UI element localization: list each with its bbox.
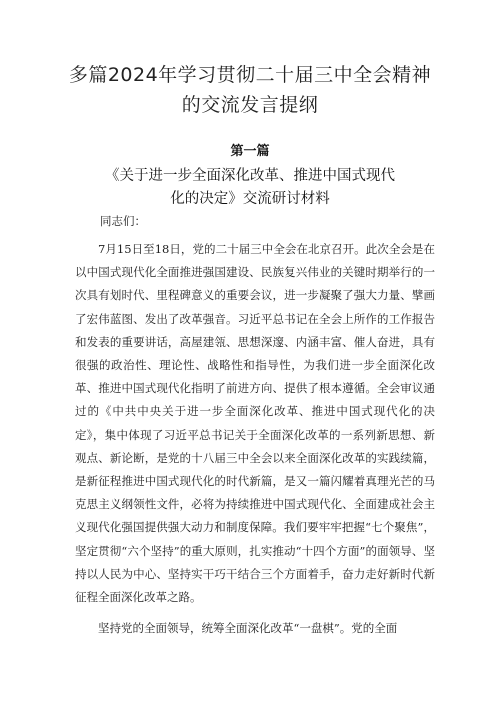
document-title-line-2: 的交流发言提纲 bbox=[181, 94, 319, 116]
section-title-line-1: 《关于进一步全面深化改革、推进中国式现代 bbox=[105, 168, 395, 184]
paragraph: 7月15日至18日，党的二十届三中全会在北京召开。此次全会是在以中国式现代化全面推进强国建设、民族复兴伟业的关键时期举行的一次具有划时代、里程碑意义的重要会议，进一步凝聚了强大力量、擘画了宏伟蓝图、发出了改革强音。习近平总书记在全会上所作的工作报告和发表的重要讲话，高屋建瓴、思想深邃、内涵丰富、催人奋进，具有很强的政治性、理论性、战略性和指导性，为我们进一步全面深化改革、推进中国式现代化指明了前进方向、提供了根本遵循。全会审议通过的《中共中央关于进一步全面深化改革、推进中国式现代化的决定》，集中体现了习近平总书记关于全面深化改革的一系列新思想、新观点、新论断，是党的十八届三中全会以来全面深化改革的实践续篇，是新征程推进中国式现代化的时代新篇，是又一篇闪耀着真理光芒的马克思主义纲领性文件，必将为持续推进中国式现代化、全面建成社会主义现代化强国提供强大动力和制度保障。我们要牢牢把握“七个聚焦”，坚定贯彻“六个坚持”的重大原则，扎实推动“十四个方面”的面领导、坚持以人民为中心、坚持实干巧干结合三个方面着手，奋力走好新时代新征程全面深化改革之路。 bbox=[75, 242, 435, 605]
document-title-line-1: 多篇2024年学习贯彻二十届三中全会精神 bbox=[68, 64, 432, 86]
paragraph: 坚持党的全面领导，统筹全面深化改革“一盘棋”。党的全面 bbox=[98, 621, 398, 636]
section-title-line-2: 化的决定》交流研讨材料 bbox=[170, 191, 330, 207]
body-text bbox=[75, 238, 435, 640]
salutation: 同志们： bbox=[100, 214, 146, 228]
section-label: 第一篇 bbox=[230, 144, 270, 159]
